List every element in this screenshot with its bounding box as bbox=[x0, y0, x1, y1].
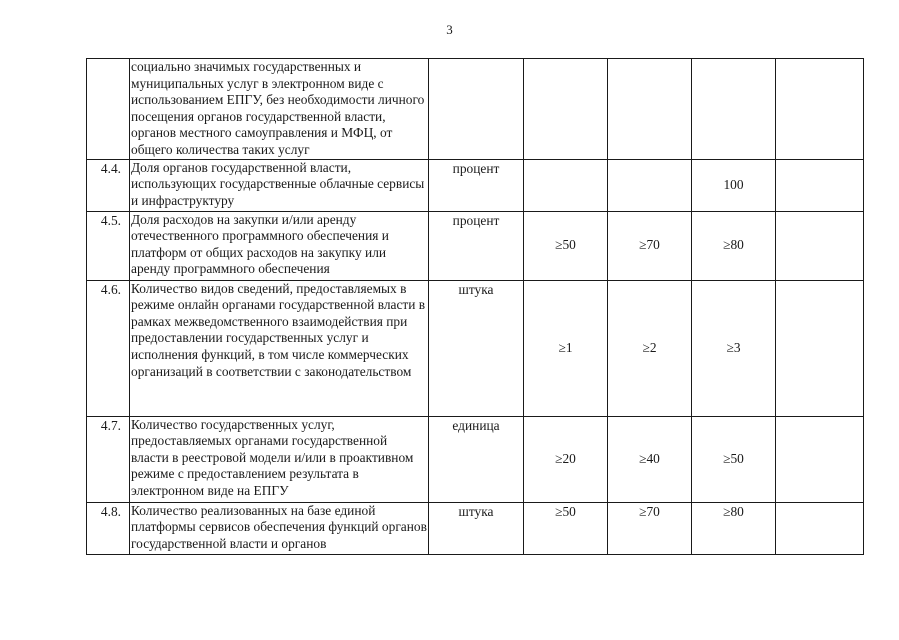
indicator-name: Количество государственных услуг, предоставляемых органами государственной власти в реестровой модели и/или в проактивном режиме с предоставлением результата в электронном виде на ЕПГУ bbox=[131, 416, 414, 498]
table-row bbox=[87, 502, 864, 554]
value-cell-2: ≥70 bbox=[608, 211, 692, 280]
value-cell-2: ≥40 bbox=[608, 416, 692, 502]
unit-cell: процент bbox=[429, 159, 524, 211]
value-cell-2 bbox=[608, 159, 692, 211]
value-cell-3: ≥3 bbox=[692, 280, 776, 416]
row-number-cell: 4.5. bbox=[87, 211, 130, 280]
indicator-name-cell bbox=[130, 280, 429, 416]
indicator-name: Доля органов государственной власти, использующих государственные облачные сервисы и инфраструктуру bbox=[131, 159, 425, 208]
value-cell-2: ≥2 bbox=[608, 280, 692, 416]
value-cell-4 bbox=[776, 502, 864, 554]
unit-cell: штука bbox=[429, 280, 524, 416]
indicator-name-cell bbox=[130, 416, 429, 502]
value-cell-4 bbox=[776, 416, 864, 502]
value-cell-1: ≥20 bbox=[524, 416, 608, 502]
row-number-cell bbox=[87, 59, 130, 160]
value-cell-1 bbox=[524, 59, 608, 160]
unit-cell: процент bbox=[429, 211, 524, 280]
indicators-table bbox=[86, 58, 864, 555]
value-cell-1: ≥50 bbox=[524, 211, 608, 280]
indicator-name-cell bbox=[130, 159, 429, 211]
indicator-name-cell bbox=[130, 59, 429, 160]
value-cell-3 bbox=[692, 59, 776, 160]
table-row bbox=[87, 280, 864, 416]
indicator-name: Количество видов сведений, предоставляемых в режиме онлайн органами государственной власти в рамках межведомственного взаимодействия при предоставлении государственных услуг и исполнения функций, в том числе коммерческих организаций в соответствии с законодательством bbox=[131, 280, 426, 379]
row-number-cell: 4.8. bbox=[87, 502, 130, 554]
indicator-name: Количество реализованных на базе единой платформы сервисов обеспечения функций органов государственной власти и органов bbox=[131, 502, 427, 551]
value-cell-4 bbox=[776, 159, 864, 211]
value-cell-1: ≥50 bbox=[524, 502, 608, 554]
value-cell-4 bbox=[776, 280, 864, 416]
value-cell-4 bbox=[776, 211, 864, 280]
value-cell-3: ≥80 bbox=[692, 502, 776, 554]
table-row bbox=[87, 59, 864, 160]
table-row bbox=[87, 211, 864, 280]
value-cell-2 bbox=[608, 59, 692, 160]
unit-cell bbox=[429, 59, 524, 160]
value-cell-3: 100 bbox=[692, 159, 776, 211]
unit-cell: единица bbox=[429, 416, 524, 502]
indicator-name-cell bbox=[130, 211, 429, 280]
unit-cell: штука bbox=[429, 502, 524, 554]
value-cell-3: ≥80 bbox=[692, 211, 776, 280]
indicator-name: социально значимых государственных и муниципальных услуг в электронном виде с использованием ЕПГУ, без необходимости личного посещения органов государственной власти, органов местного самоуправления и МФЦ, от общего количества таких услуг bbox=[131, 59, 425, 157]
row-number-cell: 4.4. bbox=[87, 159, 130, 211]
table-row bbox=[87, 416, 864, 502]
value-cell-1: ≥1 bbox=[524, 280, 608, 416]
value-cell-4 bbox=[776, 59, 864, 160]
indicator-name: Доля расходов на закупки и/или аренду отечественного программного обеспечения и платформ от общих расходов на закупку или аренду программного обеспечения bbox=[131, 211, 389, 277]
table-row bbox=[87, 159, 864, 211]
value-cell-1 bbox=[524, 159, 608, 211]
row-number-cell: 4.6. bbox=[87, 280, 130, 416]
indicator-name-cell bbox=[130, 502, 429, 554]
page-number: 3 bbox=[446, 22, 453, 37]
value-cell-3: ≥50 bbox=[692, 416, 776, 502]
row-number-cell: 4.7. bbox=[87, 416, 130, 502]
value-cell-2: ≥70 bbox=[608, 502, 692, 554]
